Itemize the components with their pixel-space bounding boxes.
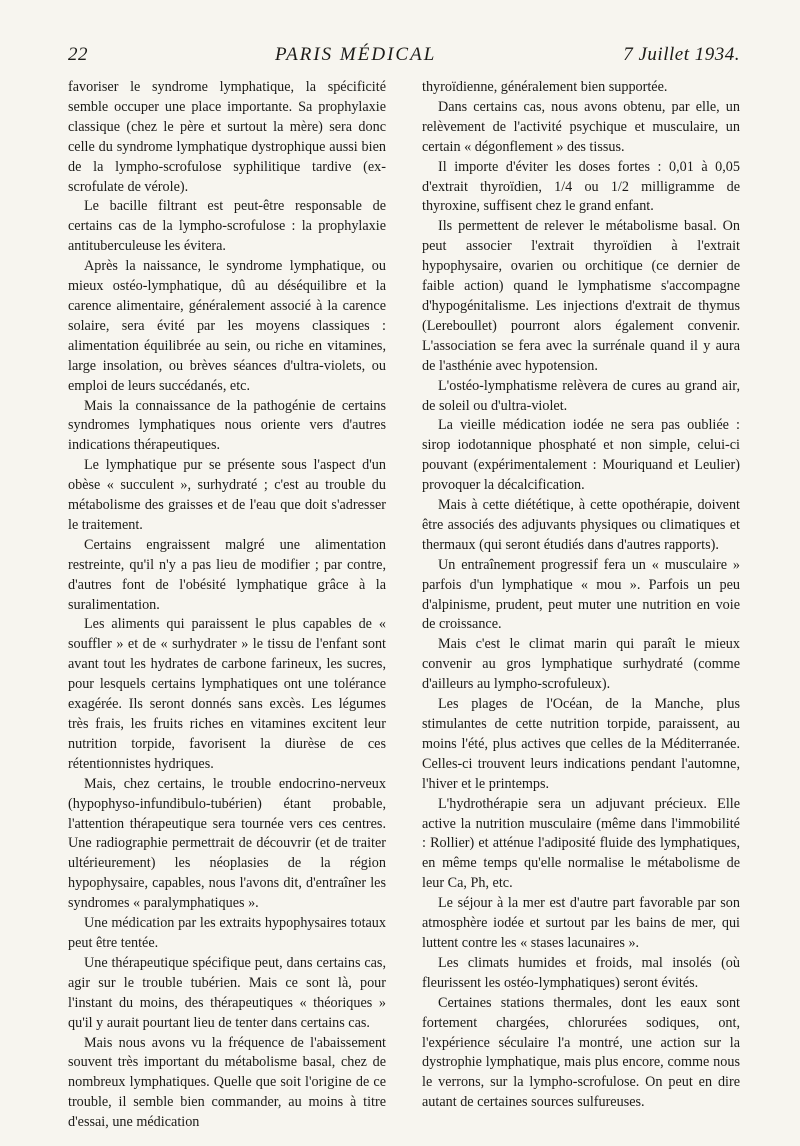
- paragraph: Certains engraissent malgré une alimentation restreinte, qu'il n'y a pas lieu de modifier ; par contre, d'autres font de l'obésité lymphatique grâce à la suralimentation.: [68, 536, 386, 613]
- paragraph: Les climats humides et froids, mal insolés (où fleurissent les ostéo-lymphatiques) seront évités.: [422, 954, 740, 991]
- paragraph: Une médication par les extraits hypophysaires totaux peut être tentée.: [68, 915, 386, 951]
- paragraph: Le lymphatique pur se présente sous l'aspect d'un obèse « succulent », surhydraté ; c'est au trouble du métabolisme des graisses et de l'eau que doit s'adresser le traitement.: [68, 457, 386, 533]
- paragraph: Il importe d'éviter les doses fortes : 0,01 à 0,05 d'extrait thyroïdien, 1/4 ou 1/2 milligramme de thyroxine, suffisent chez le grand enfant.: [422, 158, 740, 215]
- paragraph: Certaines stations thermales, dont les eaux sont fortement chargées, chlorurées sodiques, ont, l'expérience séculaire l'a montré, une action sur la dystrophie lymphatique, mais plus encore, comme nous le verrons, sur la lympho-scrofulose. On peut en dire autant de certaines sources sulfureuses.: [422, 994, 740, 1111]
- paragraph: Les plages de l'Océan, de la Manche, plus stimulantes de cette nutrition torpide, paraissent, au moins l'été, plus actives que celles de la Méditerranée. Celles-ci trouvent leurs indications pendant l'automne, l'hiver et le printemps.: [422, 696, 740, 792]
- paragraph: Mais c'est le climat marin qui paraît le mieux convenir au gros lymphatique surhydraté (comme d'ailleurs au lympho-scrofuleux).: [422, 636, 740, 693]
- journal-title: PARIS MÉDICAL: [274, 44, 437, 65]
- paragraph: Le bacille filtrant est peut-être responsable de certains cas de la lympho-scrofulose : la prophylaxie antituberculeuse les évitera.: [68, 198, 386, 255]
- paragraph: Un entraînement progressif fera un « musculaire » parfois d'un lymphatique « mou ». Parfois un peu d'alpinisme, prudent, peut muter une nutrition en voie de croissance.: [422, 556, 740, 633]
- page-number: 22: [68, 44, 88, 65]
- paragraph: Le séjour à la mer est d'autre part favorable par son atmosphère iodée et surtout par les bains de mer, qui luttent contre les « stases lacunaires ».: [422, 895, 740, 951]
- text-columns: [68, 78, 740, 1133]
- paragraph: Dans certains cas, nous avons obtenu, par elle, un relèvement de l'activité psychique et musculaire, un certain « dégonflement » des tissus.: [422, 98, 740, 155]
- paragraph: Ils permettent de relever le métabolisme basal. On peut associer l'extrait thyroïdien à l'extrait hypophysaire, ovarien ou orchitique (ce dernier de faible action) quand le lymphatisme s'accompagne d'hypogénitalisme. Les injections d'extrait de thymus (Lereboullet) pourront alors également convenir. L'association se fera avec la surrénale quand il y aura de l'asthénie avec hypotension.: [422, 218, 740, 374]
- paragraph: La vieille médication iodée ne sera pas oubliée : sirop iodotannique phosphaté et non simple, celui-ci pouvant (expérimentalement : Mouriquand et Leulier) provoquer la décalcification.: [422, 417, 740, 494]
- paragraph: Une thérapeutique spécifique peut, dans certains cas, agir sur le trouble tubérien. Mais ce sont là, pour l'instant du moins, des thérapeutiques « théoriques » qu'il y aurait pourtant lieu de tenter dans certains cas.: [68, 954, 386, 1031]
- running-header: [68, 44, 740, 74]
- paragraph: favoriser le syndrome lymphatique, la spécificité semble occuper une place importante. Sa prophylaxie classique (chez le père et surtout la mère) sera donc celle du syndrome lymphatique dystrophique aussi bien de la lympho-scrofulose syphilitique tardive (ex-scrofulate de vérole).: [68, 79, 386, 195]
- paragraph: Mais la connaissance de la pathogénie de certains syndromes lymphatiques nous oriente vers d'autres indications thérapeutiques.: [68, 397, 386, 454]
- right-column: [422, 78, 740, 1133]
- paragraph: Après la naissance, le syndrome lymphatique, ou mieux ostéo-lymphatique, dû au déséquilibre et la carence alimentaire, généralement associé à la carence solaire, sera évité par les moyens classiques : alimentation équilibrée au sein, ou riche en vitamines, large insolation, ou brèves séances d'ultra-violets, ou emploi de leurs succédanés, etc.: [68, 258, 386, 394]
- paragraph: Mais à cette diététique, à cette opothérapie, doivent être associés des adjuvants physiques ou climatiques et thermaux (qui seront étudiés dans d'autres rapports).: [422, 497, 740, 553]
- paragraph: L'ostéo-lymphatisme relèvera de cures au grand air, de soleil ou d'ultra-violet.: [422, 377, 740, 414]
- left-column: [68, 78, 386, 1133]
- paragraph: L'hydrothérapie sera un adjuvant précieux. Elle active la nutrition musculaire (même dans l'immobilité : Rollier) et atténue l'adiposité fluide des lymphatiques, en même temps qu'elle normalise le métabolisme de leur Ca, Ph, etc.: [422, 795, 740, 892]
- paragraph: Mais, chez certains, le trouble endocrino-nerveux (hypophyso-infundibulo-tubérien) étant probable, l'attention thérapeutique sera tournée vers ces centres. Une radiographie permettrait de découvrir (et de traiter ultérieurement) les néoplasies de la région hypophysaire, capables, nous l'avons dit, d'entraîner les syndromes « paralymphatiques ».: [68, 775, 386, 912]
- paragraph: thyroïdienne, généralement bien supportée.: [422, 79, 668, 95]
- paragraph: Mais nous avons vu la fréquence de l'abaissement souvent très important du métabolisme basal, chez de nombreux lymphatiques. Quelle que soit l'origine de ce trouble, il semble bien commander, au moins à titre d'essai, une médication: [68, 1034, 386, 1131]
- issue-date: 7 Juillet 1934.: [623, 44, 740, 65]
- paragraph: Les aliments qui paraissent le plus capables de « souffler » et de « surhydrater » le tissu de l'enfant sont avant tout les hydrates de carbone farineux, les sucres, pour lesquels certains lymphatiques ont une tolérance exagérée. Ils seront donnés sans excès. Les légumes très frais, les fruits riches en vitamines excitent leur nutrition torpide, favorisent la diurèse de ces rétentionnistes hydriques.: [68, 616, 386, 772]
